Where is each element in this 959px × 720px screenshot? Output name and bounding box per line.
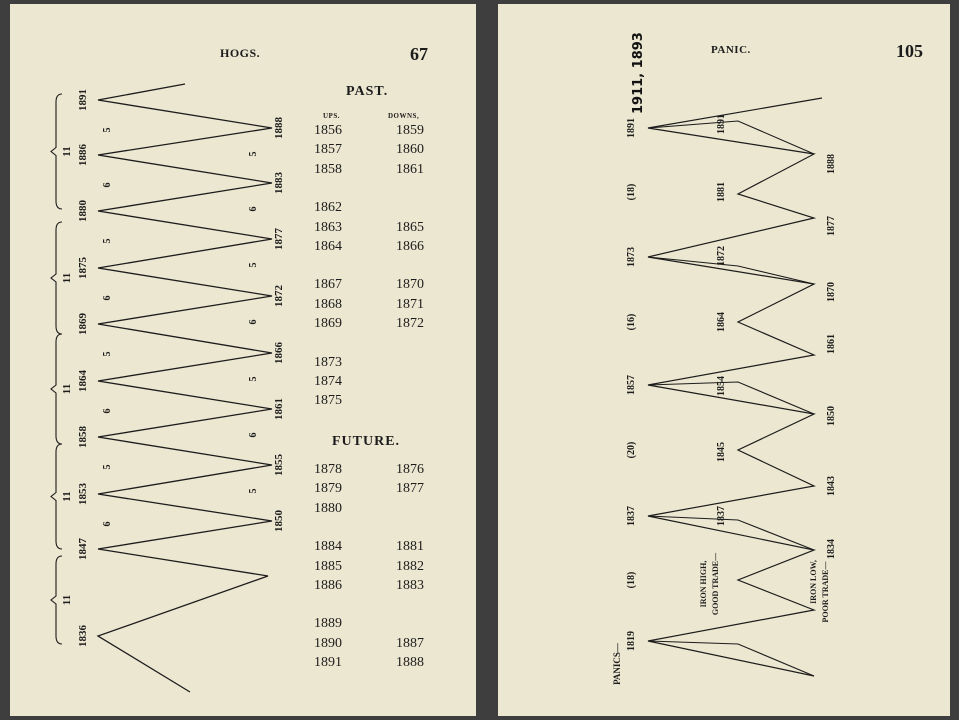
past-up-year: 1858 [314,161,342,177]
low-year-label: 1834 [826,539,837,559]
peak-interval-label: 5 [102,464,113,470]
trough-interval-label: 5 [248,151,259,157]
hogs-cycle-chart [10,4,476,716]
past-down-year: 1861 [396,161,424,177]
trough-year-label: 1861 [273,398,285,420]
past-up-year: 1863 [314,219,342,235]
panic-cycle-chart [498,4,950,716]
peak-year-label: 1880 [77,200,89,222]
past-down-year: 1860 [396,142,424,158]
past-up-year: 1868 [314,296,342,312]
peak-year-label: 1875 [77,257,89,279]
panic-interval-label: (18) [626,571,637,589]
page-number-right: 105 [896,41,923,61]
future-up-year: 1890 [314,635,342,651]
iron-high-caption: IRON HIGH, [699,560,708,608]
past-up-year: 1856 [314,123,342,138]
bracket-label: 11 [61,383,73,395]
past-up-year: 1864 [314,238,342,254]
peak-interval-label: 5 [102,238,113,244]
trough-interval-label: 5 [248,262,259,268]
trough-year-label: 1872 [273,285,285,307]
peak-interval-label: 5 [102,127,113,133]
running-head-left: HOGS. [220,46,261,60]
trough-year-label: 1850 [273,510,285,532]
past-up-year: 1869 [314,316,342,331]
low-year-label: 1850 [826,406,837,426]
peak-year-label: 1869 [77,313,89,335]
handwritten-note: 1911, 1893 [631,32,646,114]
trough-year-label: 1883 [273,172,285,194]
peak-interval-label: 6 [102,182,113,188]
iron-low-caption: IRON LOW, [809,560,818,604]
trough-interval-label: 6 [248,206,259,212]
panic-year-label: 1857 [626,375,637,395]
peak-interval-label: 6 [102,521,113,527]
future-down-year: 1883 [396,577,424,593]
bracket-label: 11 [61,146,73,157]
peak-year-label: 1853 [77,483,89,505]
future-down-year: 1881 [396,539,424,555]
left-page [10,4,476,716]
right-page [498,4,950,716]
trough-interval-label: 5 [248,488,259,494]
high-year-label: 1864 [716,312,727,332]
past-heading: PAST. [346,84,389,99]
panics-caption: PANICS— [612,643,622,685]
future-up-year: 1891 [314,655,342,670]
future-heading: FUTURE. [332,434,401,449]
hogs-zigzag-line [98,84,272,692]
panic-year-label: 1873 [626,247,637,267]
ups-label: UPS. [323,112,340,120]
future-up-year: 1886 [314,577,342,593]
future-up-year: 1884 [314,539,342,555]
trough-year-label: 1855 [273,454,285,476]
future-up-year: 1889 [314,616,342,632]
high-year-label: 1854 [716,376,727,396]
trough-year-label: 1877 [273,228,285,250]
past-up-year: 1867 [314,277,342,293]
future-down-year: 1887 [396,635,424,651]
panic-zigzag-line [648,98,822,676]
low-year-label: 1843 [826,476,837,496]
past-down-year: 1866 [396,238,424,254]
peak-interval-label: 6 [102,408,113,414]
poor-trade-caption: POOR TRADE— [821,561,830,623]
trough-interval-label: 6 [248,432,259,438]
trough-interval-label: 6 [248,319,259,325]
trough-year-label: 1866 [273,342,285,364]
bracket-label: 11 [61,272,73,284]
future-up-year: 1880 [314,500,342,516]
bracket-label: 11 [61,594,73,606]
future-down-year: 1888 [396,655,424,670]
peak-year-label: 1836 [77,625,89,647]
trough-year-label: 1888 [273,117,285,139]
low-year-label: 1861 [826,334,837,354]
running-head-right: PANIC. [711,44,751,56]
future-down-year: 1876 [396,462,424,477]
low-year-label: 1888 [826,154,837,174]
panic-interval-label: (18) [626,183,637,201]
past-down-year: 1865 [396,219,424,235]
future-up-year: 1878 [314,462,342,477]
future-down-year: 1882 [396,558,424,574]
panic-year-label: 1819 [626,631,637,651]
peak-year-label: 1858 [77,426,89,448]
future-up-year: 1885 [314,558,342,574]
past-up-year: 1874 [314,373,342,389]
future-up-year: 1879 [314,481,342,497]
high-year-label: 1872 [716,246,727,266]
good-trade-caption: GOOD TRADE— [711,552,720,616]
future-down-year: 1877 [396,481,424,497]
panic-year-label: 1837 [626,506,637,526]
high-year-label: 1845 [716,442,727,462]
low-year-label: 1870 [826,282,837,302]
panic-interval-label: (16) [626,313,637,331]
peak-year-label: 1891 [77,89,89,111]
trough-interval-label: 5 [248,376,259,382]
panic-inner-line [648,121,814,154]
past-up-year: 1857 [314,142,342,158]
past-up-year: 1873 [314,354,342,370]
high-year-label: 1891 [716,114,727,134]
peak-year-label: 1886 [77,144,89,166]
page-number-left: 67 [410,44,428,64]
past-up-year: 1862 [314,200,342,216]
bracket-label: 11 [61,491,73,502]
panic-interval-label: (20) [626,441,637,459]
high-year-label: 1837 [716,506,727,526]
past-down-year: 1872 [396,316,424,331]
past-up-year: 1875 [314,393,342,409]
past-down-year: 1859 [396,123,424,138]
peak-year-label: 1847 [77,538,89,560]
high-year-label: 1881 [716,182,727,202]
peak-year-label: 1864 [77,370,89,392]
panic-year-label: 1891 [626,118,637,138]
past-down-year: 1871 [396,296,424,312]
downs-label: DOWNS, [388,112,420,120]
low-year-label: 1877 [826,216,837,236]
peak-interval-label: 6 [102,295,113,301]
peak-interval-label: 5 [102,351,113,357]
past-down-year: 1870 [396,277,424,293]
